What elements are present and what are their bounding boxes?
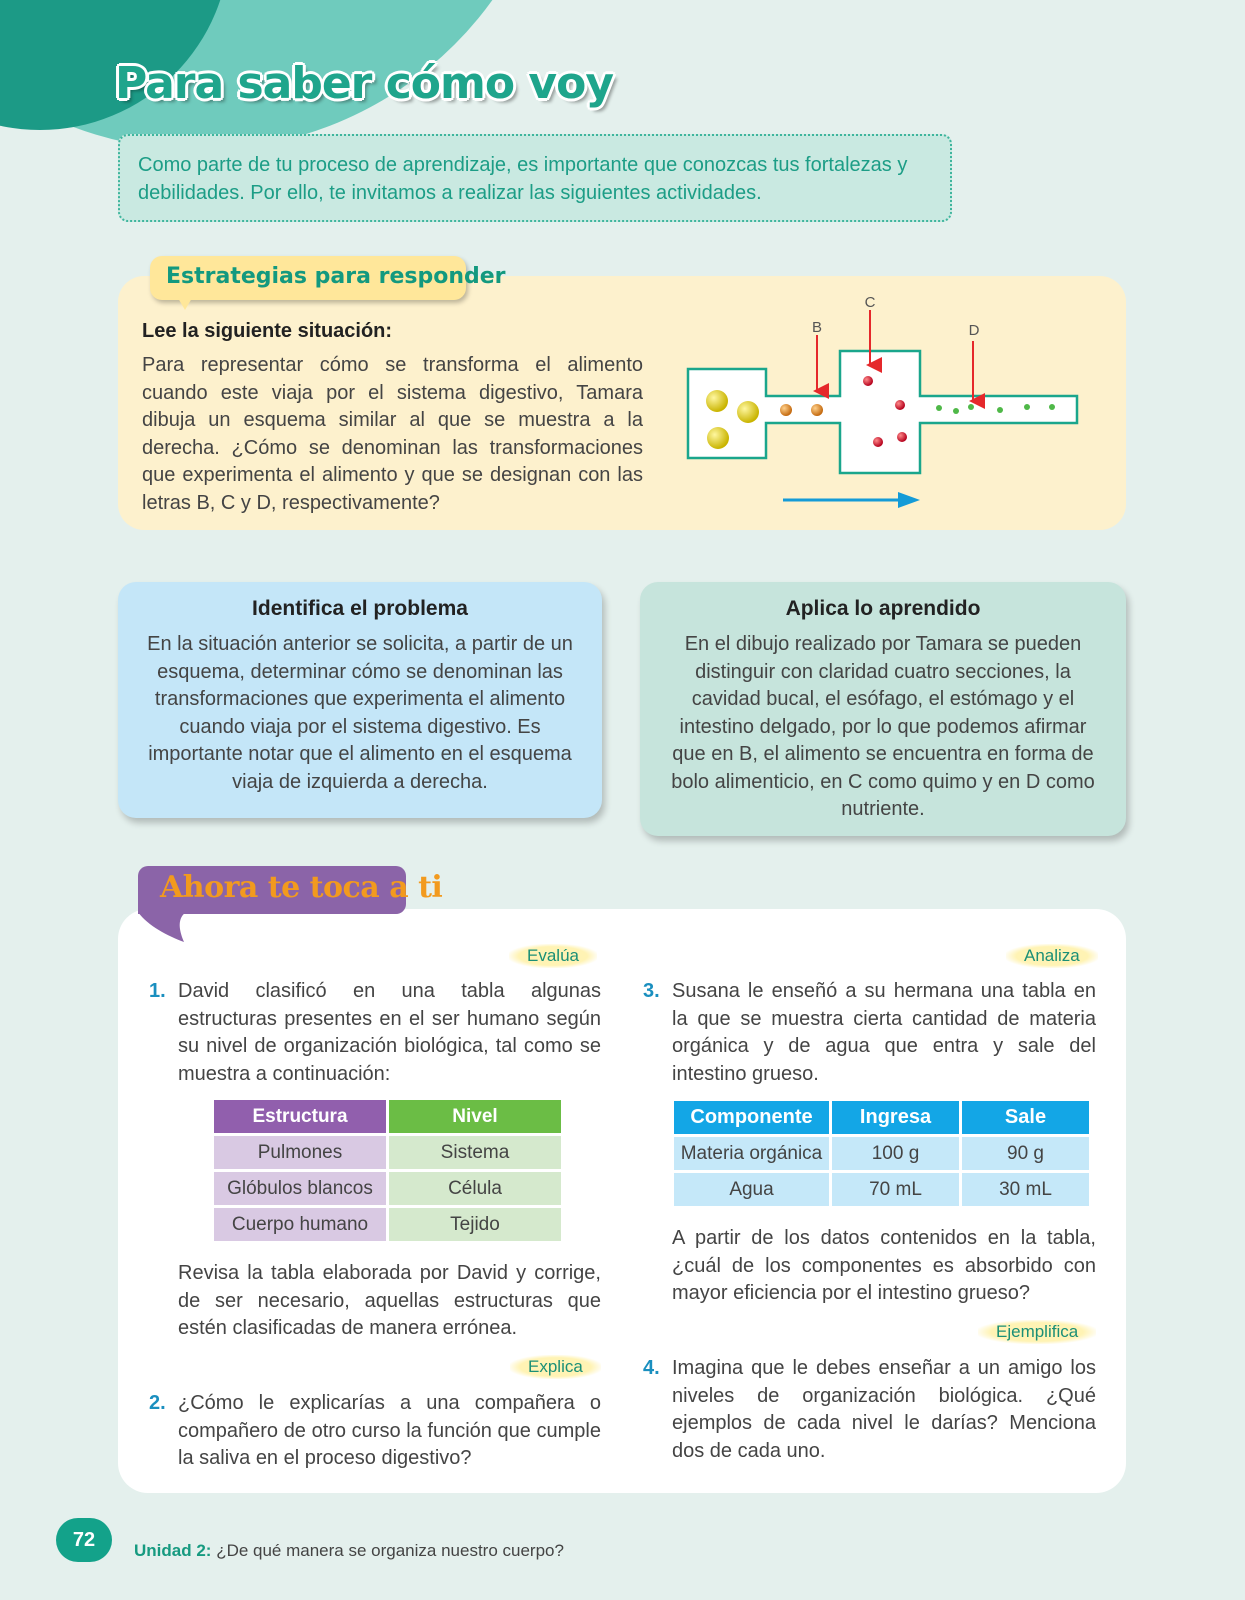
bolus-particle [811,404,823,416]
table-cell: 90 g [962,1137,1089,1170]
food-particle [707,427,729,449]
question-number: 3. [643,980,660,1002]
table-cell: Cuerpo humano [214,1208,386,1241]
apply-learned-card [640,582,1126,836]
table-header-row [214,1100,561,1133]
skill-tag-evalua: Evalúa [509,944,597,968]
table-header: Nivel [389,1100,561,1133]
nutrient-particle [997,407,1003,413]
table-header: Componente [674,1101,829,1134]
intro-text: Como parte de tu proceso de aprendizaje, es importante que conozcas tus fortalezas y debilidades. Por ello, te invitamos a realizar las siguientes actividades. [118,134,952,222]
table-cell: Tejido [389,1208,561,1241]
question-3-followup: A partir de los datos contenidos en la tabla, ¿cuál de los componentes es absorbido con mayor eficiencia por el intestino grueso? [672,1227,1096,1304]
nutrient-particle [1024,404,1030,410]
table-row [214,1136,561,1169]
nutrient-particle [1049,404,1055,410]
footer-unit [134,1541,564,1561]
chyme-particle [863,376,873,386]
nutrient-particle [936,405,942,411]
chyme-particle [897,432,907,442]
digestive-diagram [680,285,1100,515]
table-cell: 70 mL [832,1173,959,1206]
table-row [214,1172,561,1205]
table-cell: 100 g [832,1137,959,1170]
table-row [214,1208,561,1241]
question-number: 2. [149,1392,166,1414]
apply-title: Aplica lo aprendido [785,597,981,620]
table-header: Ingresa [832,1101,959,1134]
identify-body: En la situación anterior se solicita, a partir de un esquema, determinar cómo se denominan las transformaciones que experimenta el alimento cuando viaja por el sistema digestivo. Es importante notar que el alimento en el esquema viaja de izquierda a derecha. [147,633,573,793]
question-1-text: David clasificó en una tabla algunas estructuras presentes en el ser humano según su nivel de organización biológica, tal como se muestra a continuación: [178,980,601,1085]
nutrient-particle [968,404,974,410]
flow-arrow-head [898,492,920,508]
page-number: 72 [56,1518,112,1562]
skill-tag-explica: Explica [510,1355,601,1379]
skill-tag-ejemplifica: Ejemplifica [978,1320,1096,1344]
bolus-particle [780,404,792,416]
unit-label: Unidad 2: [134,1541,212,1560]
label-c: C [864,294,876,311]
table-cell: 30 mL [962,1173,1089,1206]
page-title: Para saber cómo voy [115,58,613,109]
chyme-particle [895,400,905,410]
question-number: 4. [643,1357,660,1379]
activities-tab: Ahora te toca a ti [138,866,406,914]
table-cell: Materia orgánica [674,1137,829,1170]
question-2-text: ¿Cómo le explicarías a una compañera o compañero de otro curso la función que cumple la saliva en el proceso digestivo? [178,1392,601,1469]
food-particle [737,401,759,423]
question-number: 1. [149,980,166,1002]
table-header: Estructura [214,1100,386,1133]
nutrient-particle [953,408,959,414]
table-cell: Célula [389,1172,561,1205]
situation-text: Para representar cómo se transforma el alimento cuando este viaja por el sistema digestivo, Tamara dibuja un esquema similar al que se muestra a la derecha. ¿Cómo se denominan las transformaciones que experimenta el alimento y que se designan con las letras B, C y D, respectivamente? [142,354,643,514]
table-cell: Agua [674,1173,829,1206]
table-cell: Glóbulos blancos [214,1172,386,1205]
table-header-row [674,1101,1089,1134]
strategies-tab-tail [178,298,192,310]
table-cell: Sistema [389,1136,561,1169]
identify-problem-card [118,582,602,818]
read-title: Lee la siguiente situación: [142,320,393,342]
chyme-particle [873,437,883,447]
label-b: B [811,319,823,336]
activities-tab-tail [138,912,188,944]
question-1-followup: Revisa la tabla elaborada por David y corrige, de ser necesario, aquellas estructuras que estén clasificadas de manera errónea. [178,1262,601,1339]
label-d: D [968,322,980,339]
identify-title: Identifica el problema [252,597,468,620]
skill-tag-analiza: Analiza [1006,944,1098,968]
strategies-tab: Estrategias para responder [150,256,466,300]
food-particle [706,390,728,412]
table-row [674,1173,1089,1206]
table-cell: Pulmones [214,1136,386,1169]
structures-table [211,1097,564,1244]
question-4-text: Imagina que le debes enseñar a un amigo los niveles de organización biológica. ¿Qué ejemplos de cada nivel le darías? Menciona dos de cada uno. [672,1357,1096,1462]
table-header: Sale [962,1101,1089,1134]
unit-title: ¿De qué manera se organiza nuestro cuerpo? [216,1541,564,1560]
question-3-text: Susana le enseñó a su hermana una tabla en la que se muestra cierta cantidad de materia orgánica y de agua que entra y sale del intestino grueso. [672,980,1096,1085]
apply-body: En el dibujo realizado por Tamara se pueden distinguir con claridad cuatro secciones, la cavidad bucal, el esófago, el estómago y el intestino delgado, por lo que podemos afirmar que en B, el alimento se encuentra en forma de bolo alimenticio, en C como quimo y en D como nutriente. [671,633,1095,820]
table-row [674,1137,1089,1170]
intestine-table [671,1098,1092,1209]
